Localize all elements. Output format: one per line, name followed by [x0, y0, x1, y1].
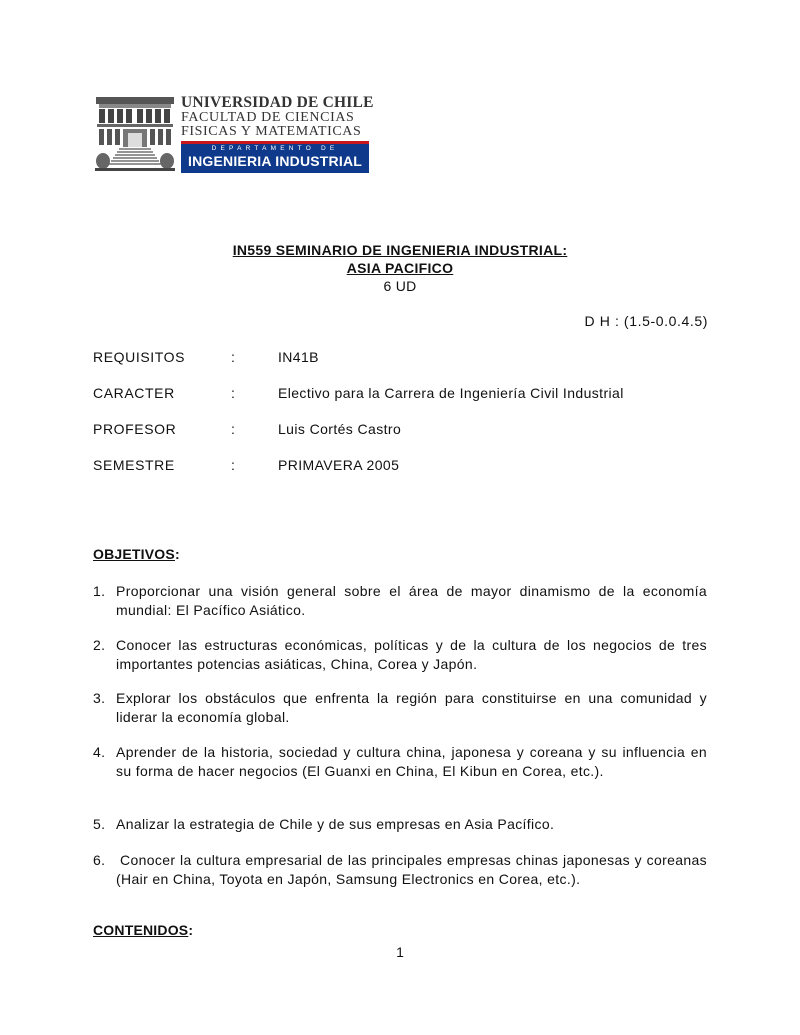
objectives-heading-colon: :: [174, 546, 180, 562]
objective-text: Conocer las estructuras económicas, políticas y de la cultura de los negocios de tres importantes potencias asiáticas, China, Corea y Japón.: [116, 637, 707, 672]
contents-heading-text: CONTENIDOS: [93, 922, 189, 938]
dh-hours: D H : (1.5-0.0.4.5): [584, 313, 708, 329]
objective-number: 5.: [93, 816, 106, 832]
info-label-semestre: SEMESTRE: [93, 457, 175, 473]
objective-number: 2.: [93, 637, 106, 653]
objective-text: Explorar los obstáculos que enfrenta la región para constituirse en una comunidad y liderar la economía global.: [116, 690, 707, 725]
contents-heading: [93, 922, 193, 938]
objective-item: [93, 851, 707, 888]
objective-item: [93, 743, 707, 780]
info-label-profesor: PROFESOR: [93, 421, 177, 437]
info-value-caracter: Electivo para la Carrera de Ingeniería Civil Industrial: [278, 385, 624, 401]
objective-number: 1.: [93, 583, 106, 599]
objective-text: Analizar la estrategia de Chile y de sus empresas en Asia Pacífico.: [116, 816, 555, 832]
info-label-requisitos: REQUISITOS: [93, 349, 186, 365]
logo-text-block: [181, 94, 374, 173]
info-colon: :: [231, 457, 235, 473]
objective-item: [93, 689, 707, 726]
logo-department-label: DEPARTAMENTO DE: [211, 145, 339, 152]
logo-department-bar: [181, 141, 369, 173]
page-number: 1: [396, 944, 404, 960]
course-credits: 6 UD: [383, 278, 417, 294]
university-building-icon: [95, 95, 175, 171]
university-logo: [95, 94, 374, 173]
logo-faculty-line1: FACULTAD DE CIENCIAS: [181, 110, 355, 125]
info-colon: :: [231, 385, 235, 401]
objective-number: 3.: [93, 690, 106, 706]
info-value-requisitos: IN41B: [278, 349, 319, 365]
course-subtitle: ASIA PACIFICO: [346, 260, 454, 276]
contents-heading-colon: :: [188, 922, 194, 938]
objective-item: [93, 582, 707, 619]
objective-text: Aprender de la historia, sociedad y cultura china, japonesa y coreana y su influencia en su forma de hacer negocios (El Guanxi en China, El Kibun en Corea, etc.).: [116, 744, 707, 779]
info-colon: :: [231, 349, 235, 365]
objective-text: Proporcionar una visión general sobre el área de mayor dinamismo de la economía mundial: El Pacífico Asiático.: [116, 583, 707, 618]
course-title: IN559 SEMINARIO DE INGENIERIA INDUSTRIAL:: [232, 242, 568, 258]
logo-university-name: UNIVERSIDAD DE CHILE: [181, 94, 374, 111]
objective-item: [93, 636, 707, 673]
info-label-caracter: CARACTER: [93, 385, 175, 401]
objective-text: Conocer la cultura empresarial de las principales empresas chinas japonesas y coreanas (Hair en China, Toyota en Japón, Samsung Electronics en Corea, etc.).: [116, 852, 707, 887]
info-value-semestre: PRIMAVERA 2005: [278, 457, 400, 473]
info-value-profesor: Luis Cortés Castro: [278, 421, 402, 437]
objectives-heading: [93, 546, 180, 562]
objective-item: [93, 815, 707, 834]
objective-number: 6.: [93, 852, 106, 868]
info-colon: :: [231, 421, 235, 437]
objectives-heading-text: OBJETIVOS: [93, 546, 175, 562]
logo-department-name: INGENIERIA INDUSTRIAL: [187, 153, 363, 169]
objective-number: 4.: [93, 744, 106, 760]
logo-faculty-line2: FISICAS Y MATEMATICAS: [181, 124, 362, 139]
